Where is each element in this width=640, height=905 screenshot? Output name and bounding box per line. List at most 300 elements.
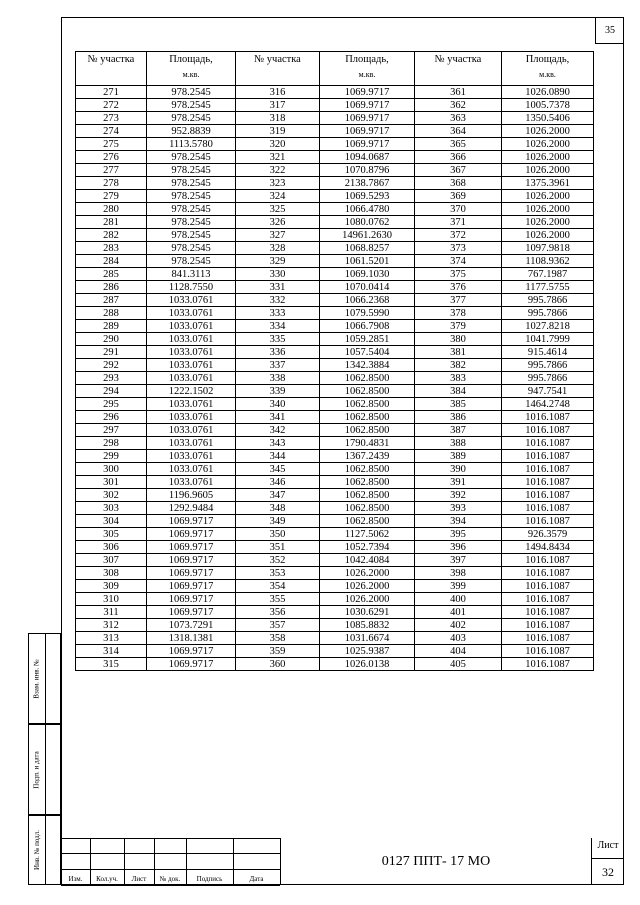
table-row	[76, 658, 594, 671]
plot-number-cell: 304	[76, 515, 147, 528]
plot-area-cell: 1016.1087	[502, 606, 594, 619]
plot-area-cell: 1033.0761	[147, 372, 236, 385]
plot-area-cell: 1069.9717	[320, 112, 415, 125]
plot-number-cell: 385	[415, 398, 502, 411]
plot-number-cell: 387	[415, 424, 502, 437]
plot-number-cell: 343	[236, 437, 320, 450]
plot-number-cell: 401	[415, 606, 502, 619]
plot-number-cell: 293	[76, 372, 147, 385]
table-row	[76, 476, 594, 489]
header-area: Площадь, м.кв.	[502, 52, 594, 86]
plot-area-cell: 995.7866	[502, 307, 594, 320]
plot-area-cell: 1033.0761	[147, 307, 236, 320]
sheet-number: 32	[592, 858, 624, 885]
plot-number-cell: 353	[236, 567, 320, 580]
plot-area-cell: 915.4614	[502, 346, 594, 359]
plot-number-cell: 283	[76, 242, 147, 255]
side-stamp-inv-zam	[28, 633, 61, 724]
plot-number-cell: 271	[76, 86, 147, 99]
plot-area-cell: 1108.9362	[502, 255, 594, 268]
table-row	[76, 606, 594, 619]
plot-area-cell: 1026.2000	[502, 216, 594, 229]
plot-area-cell: 1033.0761	[147, 476, 236, 489]
plot-area-cell: 978.2545	[147, 229, 236, 242]
plot-number-cell: 272	[76, 99, 147, 112]
plot-number-cell: 327	[236, 229, 320, 242]
plot-number-cell: 305	[76, 528, 147, 541]
plot-area-cell: 1069.9717	[320, 86, 415, 99]
plot-area-cell: 1016.1087	[502, 424, 594, 437]
plot-number-cell: 280	[76, 203, 147, 216]
header-plot-no: № участка	[415, 52, 502, 86]
plot-number-cell: 303	[76, 502, 147, 515]
plot-number-cell: 397	[415, 554, 502, 567]
plot-area-cell: 1026.2000	[502, 164, 594, 177]
side-stamp-inv-podl	[28, 815, 61, 885]
plot-number-cell: 319	[236, 125, 320, 138]
plot-area-cell: 1061.5201	[320, 255, 415, 268]
plot-area-cell: 1033.0761	[147, 320, 236, 333]
header-plot-no: № участка	[236, 52, 320, 86]
plot-area-cell: 1026.2000	[502, 138, 594, 151]
plot-area-cell: 1016.1087	[502, 554, 594, 567]
plot-area-cell: 1033.0761	[147, 411, 236, 424]
plot-area-cell: 1062.8500	[320, 476, 415, 489]
plot-area-cell: 1016.1087	[502, 463, 594, 476]
plot-area-cell: 1031.6674	[320, 632, 415, 645]
plot-number-cell: 323	[236, 177, 320, 190]
plot-number-cell: 356	[236, 606, 320, 619]
plot-number-cell: 296	[76, 411, 147, 424]
plot-number-cell: 337	[236, 359, 320, 372]
plot-number-cell: 298	[76, 437, 147, 450]
plot-number-cell: 291	[76, 346, 147, 359]
plot-area-cell: 1016.1087	[502, 476, 594, 489]
plot-area-cell: 1005.7378	[502, 99, 594, 112]
plot-number-cell: 284	[76, 255, 147, 268]
header-plot-no: № участка	[76, 52, 147, 86]
plot-number-cell: 394	[415, 515, 502, 528]
plot-number-cell: 330	[236, 268, 320, 281]
plot-number-cell: 287	[76, 294, 147, 307]
plot-area-cell: 995.7866	[502, 372, 594, 385]
plot-number-cell: 369	[415, 190, 502, 203]
plot-area-cell: 1113.5780	[147, 138, 236, 151]
plot-area-cell: 1016.1087	[502, 437, 594, 450]
table-row	[76, 294, 594, 307]
plot-number-cell: 390	[415, 463, 502, 476]
plot-area-cell: 1026.2000	[320, 593, 415, 606]
plot-number-cell: 302	[76, 489, 147, 502]
plot-number-cell: 289	[76, 320, 147, 333]
table-row	[76, 541, 594, 554]
plot-number-cell: 274	[76, 125, 147, 138]
table-row	[76, 554, 594, 567]
plot-area-cell: 1033.0761	[147, 437, 236, 450]
plot-number-cell: 344	[236, 450, 320, 463]
plot-number-cell: 354	[236, 580, 320, 593]
plot-number-cell: 329	[236, 255, 320, 268]
table-row	[76, 424, 594, 437]
plot-area-cell: 978.2545	[147, 112, 236, 125]
plot-number-cell: 370	[415, 203, 502, 216]
plot-area-cell: 1069.9717	[320, 138, 415, 151]
plot-area-cell: 978.2545	[147, 216, 236, 229]
plot-number-cell: 367	[415, 164, 502, 177]
plot-area-cell: 978.2545	[147, 164, 236, 177]
plot-number-cell: 332	[236, 294, 320, 307]
plot-area-cell: 1026.0890	[502, 86, 594, 99]
plot-area-cell: 1059.2851	[320, 333, 415, 346]
table-row	[76, 385, 594, 398]
table-row	[76, 411, 594, 424]
plot-number-cell: 322	[236, 164, 320, 177]
plot-area-cell: 1033.0761	[147, 333, 236, 346]
plot-area-cell: 1052.7394	[320, 541, 415, 554]
plot-number-cell: 318	[236, 112, 320, 125]
plot-area-cell: 978.2545	[147, 190, 236, 203]
plot-number-cell: 273	[76, 112, 147, 125]
plot-number-cell: 405	[415, 658, 502, 671]
plot-number-cell: 388	[415, 437, 502, 450]
plot-number-cell: 395	[415, 528, 502, 541]
plot-area-cell: 1033.0761	[147, 398, 236, 411]
plot-area-cell: 1069.9717	[147, 593, 236, 606]
plot-area-cell: 1062.8500	[320, 372, 415, 385]
tb-col-ndok: № док.	[159, 875, 181, 883]
plot-area-cell: 767.1987	[502, 268, 594, 281]
plot-area-cell: 1292.9484	[147, 502, 236, 515]
plot-number-cell: 297	[76, 424, 147, 437]
plot-area-cell: 995.7866	[502, 294, 594, 307]
plot-area-cell: 947.7541	[502, 385, 594, 398]
plot-area-cell: 1069.9717	[147, 554, 236, 567]
plot-number-cell: 400	[415, 593, 502, 606]
table-row	[76, 580, 594, 593]
plot-number-cell: 300	[76, 463, 147, 476]
plot-area-cell: 1069.9717	[147, 606, 236, 619]
header-area: Площадь, м.кв.	[147, 52, 236, 86]
table-row	[76, 567, 594, 580]
plot-number-cell: 292	[76, 359, 147, 372]
plot-area-cell: 1097.9818	[502, 242, 594, 255]
plot-number-cell: 403	[415, 632, 502, 645]
plot-area-cell: 1062.8500	[320, 398, 415, 411]
plot-number-cell: 333	[236, 307, 320, 320]
plot-area-cell: 1066.4780	[320, 203, 415, 216]
table-row	[76, 268, 594, 281]
plot-area-cell: 1026.0138	[320, 658, 415, 671]
plot-number-cell: 299	[76, 450, 147, 463]
plot-number-cell: 340	[236, 398, 320, 411]
plot-area-cell: 1026.2000	[502, 190, 594, 203]
table-row	[76, 86, 594, 99]
plot-area-cell: 1464.2748	[502, 398, 594, 411]
plot-number-cell: 377	[415, 294, 502, 307]
plot-number-cell: 313	[76, 632, 147, 645]
table-row	[76, 177, 594, 190]
plot-area-cell: 1068.8257	[320, 242, 415, 255]
table-row	[76, 216, 594, 229]
plot-area-cell: 1057.5404	[320, 346, 415, 359]
table-row	[76, 489, 594, 502]
table-row	[76, 203, 594, 216]
plot-area-cell: 1062.8500	[320, 385, 415, 398]
table-row	[76, 463, 594, 476]
plot-area-cell: 1079.5990	[320, 307, 415, 320]
plot-area-cell: 1016.1087	[502, 411, 594, 424]
plot-area-cell: 1350.5406	[502, 112, 594, 125]
plot-area-cell: 995.7866	[502, 359, 594, 372]
plot-number-cell: 301	[76, 476, 147, 489]
plot-number-cell: 351	[236, 541, 320, 554]
plot-number-cell: 357	[236, 619, 320, 632]
plot-area-cell: 1016.1087	[502, 580, 594, 593]
table-row	[76, 138, 594, 151]
plot-area-cell: 1026.2000	[320, 567, 415, 580]
plot-number-cell: 360	[236, 658, 320, 671]
table-header-row	[76, 52, 594, 86]
table-row	[76, 346, 594, 359]
plot-area-cell: 1026.2000	[502, 229, 594, 242]
plot-number-cell: 383	[415, 372, 502, 385]
plot-number-cell: 328	[236, 242, 320, 255]
plot-area-cell: 1177.5755	[502, 281, 594, 294]
plot-area-cell: 952.8839	[147, 125, 236, 138]
plot-number-cell: 373	[415, 242, 502, 255]
plot-number-cell: 335	[236, 333, 320, 346]
plot-number-cell: 317	[236, 99, 320, 112]
plot-area-cell: 1025.9387	[320, 645, 415, 658]
side-label-sign-date: Подп. и дата	[33, 750, 41, 789]
table-row	[76, 450, 594, 463]
plot-area-cell: 1494.8434	[502, 541, 594, 554]
plot-number-cell: 368	[415, 177, 502, 190]
plot-area-cell: 1196.9605	[147, 489, 236, 502]
plot-area-cell: 1080.0762	[320, 216, 415, 229]
plot-area-cell: 978.2545	[147, 86, 236, 99]
plot-number-cell: 290	[76, 333, 147, 346]
tb-col-data: Дата	[249, 875, 264, 883]
plot-area-cell: 1318.1381	[147, 632, 236, 645]
plot-number-cell: 294	[76, 385, 147, 398]
plot-area-cell: 1069.5293	[320, 190, 415, 203]
plot-area-cell: 1069.9717	[147, 515, 236, 528]
plot-area-cell: 1016.1087	[502, 502, 594, 515]
plot-area-cell: 1069.9717	[147, 645, 236, 658]
table-row	[76, 281, 594, 294]
plot-area-cell: 978.2545	[147, 151, 236, 164]
plot-number-cell: 391	[415, 476, 502, 489]
plot-number-cell: 279	[76, 190, 147, 203]
plot-area-cell: 2138.7867	[320, 177, 415, 190]
plot-number-cell: 363	[415, 112, 502, 125]
table-row	[76, 593, 594, 606]
plot-area-cell: 926.3579	[502, 528, 594, 541]
plot-number-cell: 364	[415, 125, 502, 138]
plot-number-cell: 350	[236, 528, 320, 541]
plot-number-cell: 349	[236, 515, 320, 528]
table-row	[76, 398, 594, 411]
plot-area-cell: 1342.3884	[320, 359, 415, 372]
table-row	[76, 502, 594, 515]
plot-number-cell: 386	[415, 411, 502, 424]
plot-number-cell: 307	[76, 554, 147, 567]
plot-area-cell: 1016.1087	[502, 645, 594, 658]
plot-area-cell: 841.3113	[147, 268, 236, 281]
table-row	[76, 645, 594, 658]
plot-number-cell: 389	[415, 450, 502, 463]
plot-area-cell: 1016.1087	[502, 489, 594, 502]
plot-area-cell: 1016.1087	[502, 567, 594, 580]
plot-area-table	[75, 51, 594, 671]
plot-area-cell: 1016.1087	[502, 515, 594, 528]
plot-number-cell: 278	[76, 177, 147, 190]
plot-number-cell: 334	[236, 320, 320, 333]
plot-area-cell: 1016.1087	[502, 619, 594, 632]
sheet-label: Лист	[597, 840, 619, 851]
table-row	[76, 307, 594, 320]
plot-number-cell: 347	[236, 489, 320, 502]
plot-number-cell: 372	[415, 229, 502, 242]
table-row	[76, 372, 594, 385]
plot-number-cell: 315	[76, 658, 147, 671]
plot-area-cell: 1033.0761	[147, 450, 236, 463]
plot-area-cell: 1070.0414	[320, 281, 415, 294]
plot-area-cell: 14961.2630	[320, 229, 415, 242]
plot-area-cell: 978.2545	[147, 99, 236, 112]
plot-area-cell: 1069.9717	[147, 658, 236, 671]
table-row	[76, 320, 594, 333]
table-row	[76, 164, 594, 177]
plot-area-cell: 1042.4084	[320, 554, 415, 567]
side-label-inv-podl: Инв. № подл.	[33, 830, 42, 870]
plot-area-cell: 1033.0761	[147, 294, 236, 307]
plot-number-cell: 404	[415, 645, 502, 658]
plot-area-cell: 1033.0761	[147, 359, 236, 372]
plot-area-cell: 1069.9717	[147, 528, 236, 541]
plot-number-cell: 362	[415, 99, 502, 112]
plot-number-cell: 365	[415, 138, 502, 151]
table-row	[76, 437, 594, 450]
plot-number-cell: 309	[76, 580, 147, 593]
plot-area-cell: 1069.1030	[320, 268, 415, 281]
plot-number-cell: 374	[415, 255, 502, 268]
plot-number-cell: 320	[236, 138, 320, 151]
plot-number-cell: 384	[415, 385, 502, 398]
page-number: 35	[595, 17, 624, 44]
side-label-inv-zam: Взам. инв. №	[33, 658, 42, 699]
table-row	[76, 632, 594, 645]
plot-number-cell: 380	[415, 333, 502, 346]
plot-number-cell: 393	[415, 502, 502, 515]
plot-area-cell: 978.2545	[147, 203, 236, 216]
plot-number-cell: 381	[415, 346, 502, 359]
plot-area-cell: 1033.0761	[147, 424, 236, 437]
plot-number-cell: 371	[415, 216, 502, 229]
plot-number-cell: 342	[236, 424, 320, 437]
plot-number-cell: 310	[76, 593, 147, 606]
plot-area-cell: 1062.8500	[320, 489, 415, 502]
plot-number-cell: 308	[76, 567, 147, 580]
table-row	[76, 229, 594, 242]
plot-number-cell: 281	[76, 216, 147, 229]
header-area: Площадь, м.кв.	[320, 52, 415, 86]
plot-area-cell: 1069.9717	[147, 567, 236, 580]
plot-number-cell: 326	[236, 216, 320, 229]
plot-area-cell: 1073.7291	[147, 619, 236, 632]
plot-number-cell: 339	[236, 385, 320, 398]
plot-number-cell: 399	[415, 580, 502, 593]
table-row	[76, 190, 594, 203]
plot-area-cell: 1026.2000	[320, 580, 415, 593]
plot-number-cell: 355	[236, 593, 320, 606]
table-row	[76, 515, 594, 528]
plot-number-cell: 321	[236, 151, 320, 164]
plot-area-cell: 978.2545	[147, 242, 236, 255]
plot-number-cell: 285	[76, 268, 147, 281]
plot-number-cell: 392	[415, 489, 502, 502]
plot-number-cell: 314	[76, 645, 147, 658]
plot-area-cell: 1062.8500	[320, 502, 415, 515]
plot-number-cell: 331	[236, 281, 320, 294]
plot-area-cell: 1016.1087	[502, 658, 594, 671]
plot-number-cell: 359	[236, 645, 320, 658]
table-row	[76, 359, 594, 372]
plot-area-cell: 1066.7908	[320, 320, 415, 333]
plot-number-cell: 338	[236, 372, 320, 385]
table-body	[76, 86, 594, 671]
tb-col-izm: Изм.	[68, 875, 83, 883]
tb-col-koluch: Кол.уч.	[96, 875, 118, 883]
plot-area-cell: 1222.1502	[147, 385, 236, 398]
plot-area-cell: 1016.1087	[502, 593, 594, 606]
plot-number-cell: 311	[76, 606, 147, 619]
table-row	[76, 242, 594, 255]
plot-number-cell: 382	[415, 359, 502, 372]
plot-area-cell: 1069.9717	[147, 541, 236, 554]
plot-area-cell: 1127.5062	[320, 528, 415, 541]
plot-number-cell: 325	[236, 203, 320, 216]
plot-number-cell: 396	[415, 541, 502, 554]
plot-area-cell: 1070.8796	[320, 164, 415, 177]
plot-area-cell: 1069.9717	[320, 125, 415, 138]
plot-number-cell: 346	[236, 476, 320, 489]
plot-number-cell: 345	[236, 463, 320, 476]
plot-number-cell: 361	[415, 86, 502, 99]
tb-col-podpis: Подпись	[196, 875, 223, 883]
table-row	[76, 125, 594, 138]
tb-col-list: Лист	[131, 875, 147, 883]
plot-number-cell: 375	[415, 268, 502, 281]
plot-number-cell: 352	[236, 554, 320, 567]
plot-area-cell: 1094.0687	[320, 151, 415, 164]
plot-area-cell: 1026.2000	[502, 151, 594, 164]
plot-area-cell: 978.2545	[147, 177, 236, 190]
plot-number-cell: 348	[236, 502, 320, 515]
plot-area-cell: 1790.4831	[320, 437, 415, 450]
plot-number-cell: 316	[236, 86, 320, 99]
plot-area-cell: 1367.2439	[320, 450, 415, 463]
plot-number-cell: 366	[415, 151, 502, 164]
table-row	[76, 619, 594, 632]
plot-number-cell: 295	[76, 398, 147, 411]
plot-number-cell: 378	[415, 307, 502, 320]
plot-number-cell: 376	[415, 281, 502, 294]
plot-number-cell: 282	[76, 229, 147, 242]
plot-area-cell: 1016.1087	[502, 450, 594, 463]
table-row	[76, 255, 594, 268]
